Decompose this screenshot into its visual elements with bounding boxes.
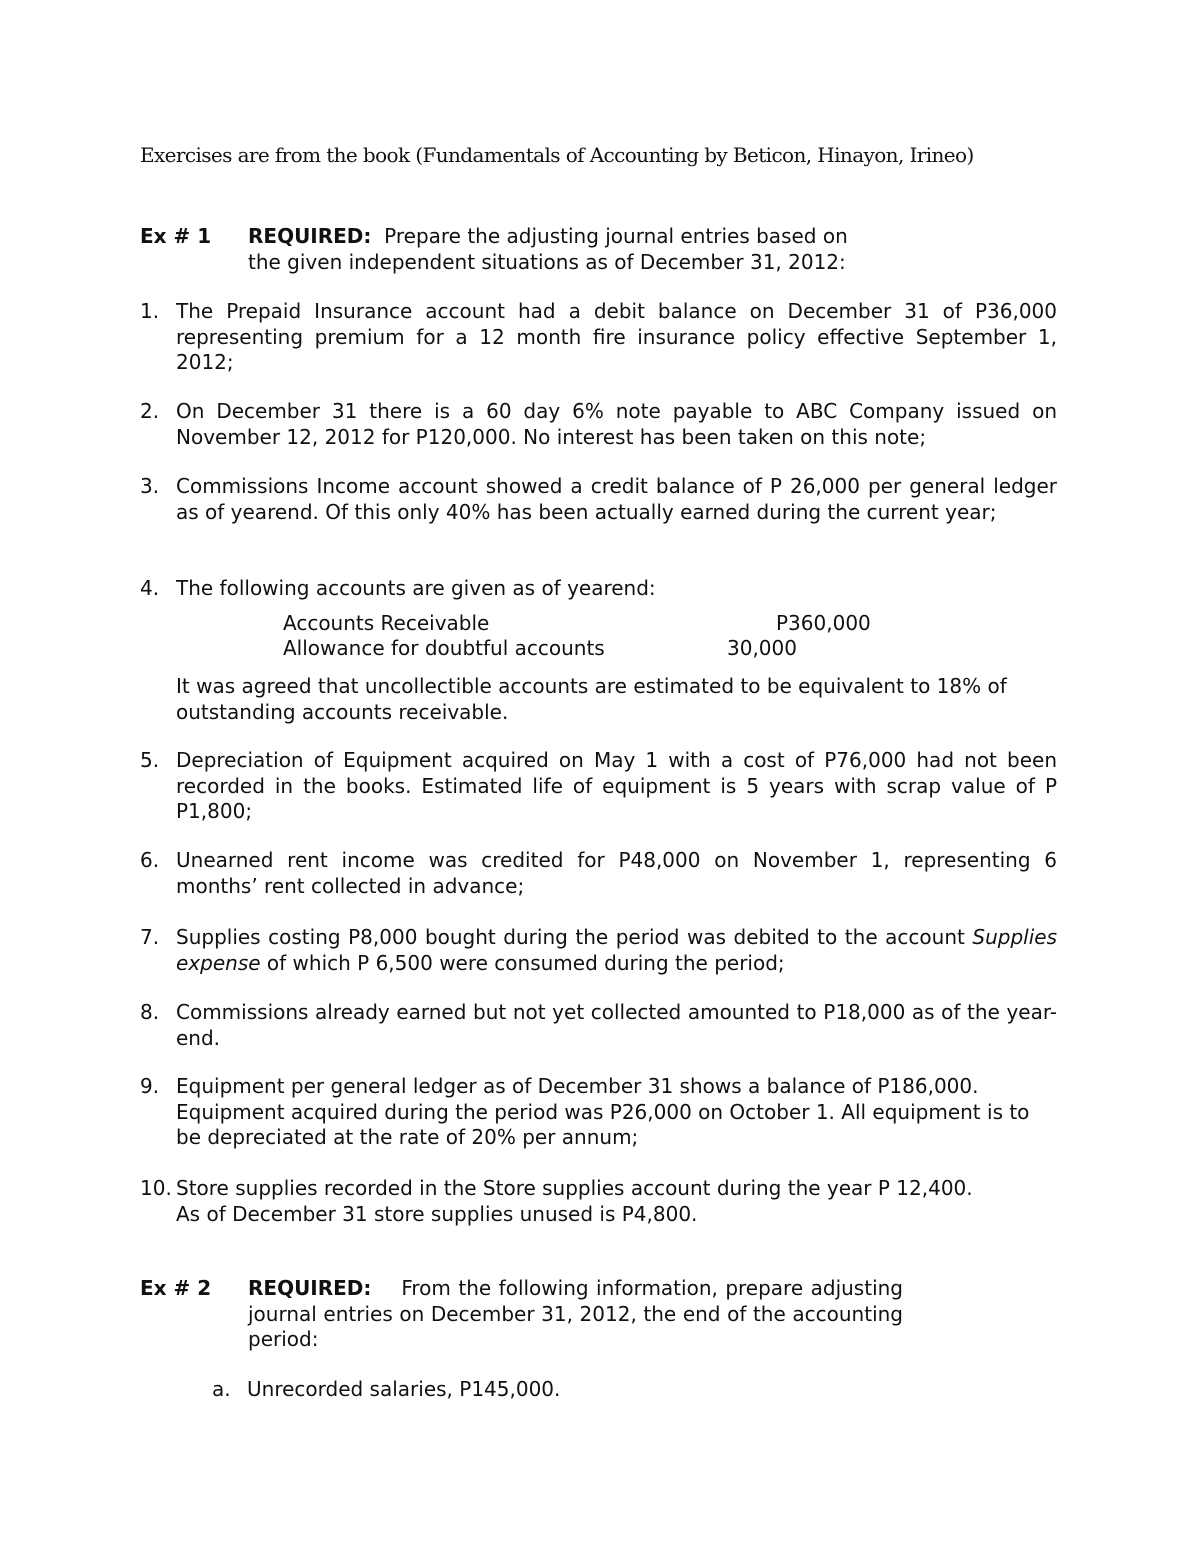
list-item xyxy=(140,474,1057,525)
requirement-text-line-1: Prepare the adjusting journal entries based on xyxy=(384,224,848,248)
item-text xyxy=(176,1176,1057,1227)
required-label: REQUIRED: xyxy=(248,1276,372,1300)
list-item xyxy=(140,299,1057,376)
item-text: The Prepaid Insurance account had a debit balance on December 31 of P36,000 representing premium for a 12 month fire insurance policy effective September 1, 2012; xyxy=(176,299,1057,374)
item-number: 10. xyxy=(140,1176,172,1200)
requirement-text: From the following information, prepare adjusting journal entries on December 31, 2012, the end of the accounting period: xyxy=(248,1276,903,1351)
item-text xyxy=(176,925,1057,976)
item-number: 2. xyxy=(140,399,160,423)
item-text: On December 31 there is a 60 day 6% note payable to ABC Company issued on November 12, 2012 for P120,000. No interest has been taken on this note; xyxy=(176,399,1057,449)
item-number: 6. xyxy=(140,848,160,872)
item-text: Depreciation of Equipment acquired on May 1 with a cost of P76,000 had not been recorded in the books. Estimated life of equipment is 5 years with scrap value of P P1,800; xyxy=(176,748,1057,823)
item-number: 7. xyxy=(140,925,160,949)
list-item xyxy=(212,1377,912,1403)
item-text-part: of which P 6,500 were consumed during the period; xyxy=(260,950,785,975)
exercise-2-label: Ex # 2 xyxy=(140,1276,212,1300)
list-item xyxy=(140,848,1057,899)
exercise-2-heading xyxy=(140,1276,1040,1356)
list-item xyxy=(140,1176,1057,1227)
item-note-text: It was agreed that uncollectible accounts are estimated to be equivalent to 18% of outstanding accounts receivable. xyxy=(176,674,1007,724)
item-text: The following accounts are given as of yearend: xyxy=(176,576,656,600)
list-item xyxy=(140,925,1057,976)
item-text: Unrecorded salaries, P145,000. xyxy=(247,1377,561,1401)
account-amount: P360,000 xyxy=(776,611,871,635)
item-number: 3. xyxy=(140,474,160,498)
item-4-note xyxy=(140,674,1057,725)
item-text-italic: Supplies expense xyxy=(176,925,1057,975)
item-text: Unearned rent income was credited for P48,000 on November 1, representing 6 months’ rent collected in advance; xyxy=(176,848,1057,898)
exercise-2-requirement xyxy=(248,1276,903,1353)
list-item xyxy=(140,576,1057,602)
item-text: Commissions Income account showed a credit balance of P 26,000 per general ledger as of yearend. Of this only 40% has been actually earned during the current year; xyxy=(176,474,1057,524)
account-amount: 30,000 xyxy=(727,636,797,660)
account-row xyxy=(283,611,903,637)
item-number: 9. xyxy=(140,1074,160,1098)
exercise-1-label: Ex # 1 xyxy=(140,224,212,248)
list-item xyxy=(140,1074,1057,1151)
item-number: 1. xyxy=(140,299,160,323)
item-text-part: Supplies costing P8,000 bought during the period was debited to the account xyxy=(176,925,973,949)
item-text-line: Store supplies recorded in the Store supplies account during the year P 12,400. xyxy=(176,1176,973,1200)
item-number: 8. xyxy=(140,1000,160,1024)
account-row xyxy=(283,636,903,662)
requirement-text-line-2: the given independent situations as of December 31, 2012: xyxy=(248,249,846,274)
list-item xyxy=(140,1000,1057,1051)
item-number: 4. xyxy=(140,576,160,600)
item-number: 5. xyxy=(140,748,160,772)
item-text: Equipment per general ledger as of December 31 shows a balance of P186,000. Equipment acquired during the period was P26,000 on October 1. All equipment is to be depreciated at the rate of 20% per annum; xyxy=(176,1074,1030,1149)
exercise-1-heading xyxy=(140,224,1040,276)
exercise-1-requirement xyxy=(248,224,948,275)
item-letter: a. xyxy=(212,1377,231,1401)
account-name: Allowance for doubtful accounts xyxy=(283,636,605,660)
account-name: Accounts Receivable xyxy=(283,611,490,635)
item-text: Commissions already earned but not yet collected amounted to P18,000 as of the year-end. xyxy=(176,1000,1057,1050)
item-text-line: As of December 31 store supplies unused is P4,800. xyxy=(176,1201,698,1226)
list-item xyxy=(140,748,1057,825)
intro-line: Exercises are from the book (Fundamentals of Accounting by Beticon, Hinayon, Irineo) xyxy=(140,143,974,167)
required-label: REQUIRED: xyxy=(248,224,372,248)
list-item xyxy=(140,399,1057,450)
